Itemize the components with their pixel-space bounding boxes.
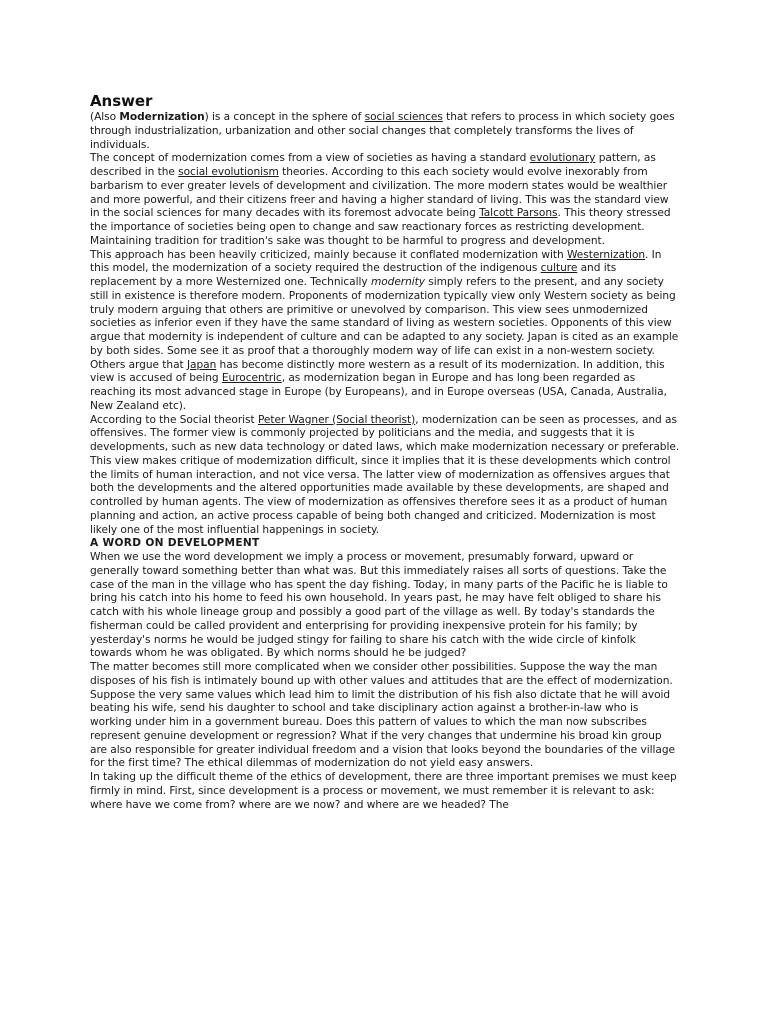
text-run: . This theory stressed the importance of societies being open to change and saw reactionary forces as restricting development. Maintaining tradition for tradition's sake was thought to be harmful to progress and development. <box>90 207 671 247</box>
text-run: , as modernization began in Europe and has long been regarded as reaching its most advanced stage in Europe (by Europeans), and in Europe overseas (USA, Canada, Australia, New Zealand etc). <box>90 372 667 412</box>
link-culture[interactable]: culture <box>540 262 578 275</box>
text-run: . In this model, the modernization of a society required the destruction of the indigenous <box>90 248 662 275</box>
link-evolutionary[interactable]: evolutionary <box>529 152 596 165</box>
term-modernity: modernity <box>370 276 425 288</box>
text-run: , modernization can be seen as processes, and as offensives. The former view is commonly projected by politicians and the media, and suggests that it is developments, such as new data technology or dated laws, which make modernization necessary or preferable. This view makes critique of modernization difficult, since it implies that it is these developments which control the limits of human interaction, and not vice versa. The latter view of modernization as offensives argues that both the developments and the altered opportunities made available by these developments, are shaped and controlled by human agents. The view of modernization as offensives therefore sees it as a product of human planning and action, an active process capable of being both changed and criticized. Modernization is most likely one of the most influential happenings in society. <box>90 413 680 536</box>
paragraph-premises: In taking up the difficult theme of the ethics of development, there are three important premises we must keep firmly in mind. First, since development is a process or movement, we must remember it is relevant to ask: where have we come from? where are we now? and where are we headed? The <box>90 771 677 811</box>
paragraph-wagner <box>90 414 680 538</box>
link-talcott-parsons[interactable]: Talcott Parsons <box>479 207 558 220</box>
link-peter-wagner[interactable]: Peter Wagner (Social theorist) <box>257 413 416 426</box>
link-social-evolutionism[interactable]: social evolutionism <box>178 166 279 178</box>
paragraph-intro <box>90 111 680 152</box>
text-run: pattern, as described in the <box>90 152 656 178</box>
text-run: theories. According to this each society would evolve inexorably from barbarism to ever greater levels of development and civilization. The more modern states would be wealthier and more powerful, and their citizens freer and having a higher standard of living. This was the standard view in the social sciences for many decades with its foremost advocate being <box>90 166 669 220</box>
paragraph-criticism <box>90 249 680 414</box>
text-run: (Also <box>90 111 120 123</box>
page-title: Answer <box>90 92 153 110</box>
document-page <box>90 92 680 812</box>
text-run: has become distinctly more western as a result of its modernization. In addition, this view is accused of being <box>90 358 665 385</box>
text-run: that refers to process in which society goes through industrialization, urbanization and other social changes that completely transforms the lives of individuals. <box>90 111 675 151</box>
link-social-sciences[interactable]: social sciences <box>364 111 443 123</box>
link-westernization[interactable]: Westernization <box>567 248 646 261</box>
paragraph-concept <box>90 152 680 248</box>
text-run: This approach has been heavily criticized, mainly because it conflated modernization with <box>90 248 567 261</box>
section-heading: A WORD ON DEVELOPMENT <box>90 537 260 550</box>
text-run: According to the Social theorist <box>90 413 258 426</box>
text-run: ) is a concept in the sphere of <box>204 111 365 123</box>
text-run: The concept of modernization comes from a view of societies as having a standard <box>90 152 530 165</box>
paragraph-complication: The matter becomes still more complicated when we consider other possibilities. Suppose the way the man disposes of his fish is intimately bound up with other values and attitudes that are the effect of modernization. Suppose the very same values which lead him to limit the distribution of his fish also dictate that he will avoid beating his wife, send his daughter to school and take disciplinary action against a brother-in-law who is working under him in a government bureau. Does this pattern of values to which the man now subscribes represent genuine development or regression? What if the very changes that undermine his broad kin group are also responsible for greater individual freedom and a vision that looks beyond the boundaries of the village for the first time? The ethical dilemmas of modernization do not yield easy answers. <box>90 661 676 770</box>
link-japan[interactable]: Japan <box>186 358 217 371</box>
text-run: simply refers to the present, and any society still in existence is therefore modern. Proponents of modernization typically view only Western society as being truly modern arguing that others are primitive or unevolved by comparison. This view sees unmodernized societies as inferior even if they have the same standard of living as western societies. Opponents of this view argue that modernity is independent of culture and can be adapted to any society. Japan is cited as an example by both sides. Some see it as proof that a thoroughly modern way of life can exist in a non-western society. Others argue that <box>90 276 679 371</box>
text-run: and its replacement by a more Westernized one. Technically <box>90 262 617 288</box>
term-modernization: Modernization <box>119 111 205 123</box>
link-eurocentric[interactable]: Eurocentric <box>221 372 282 385</box>
paragraph-development: When we use the word development we imply a process or movement, presumably forward, upward or generally toward something better than what was. But this immediately raises all sorts of questions. Take the case of the man in the village who has spent the day fishing. Today, in many parts of the Pacific he is liable to bring his catch into his home to feed his own household. In years past, he may have felt obliged to share his catch with his whole lineage group and possibly a good part of the village as well. By today's standards the fisherman could be called provident and enterprising for providing inexpensive protein for his family; by yesterday's norms he would be judged stingy for failing to share his catch with the wide circle of kinfolk towards whom he was obligated. By which norms should he be judged? <box>90 551 668 660</box>
